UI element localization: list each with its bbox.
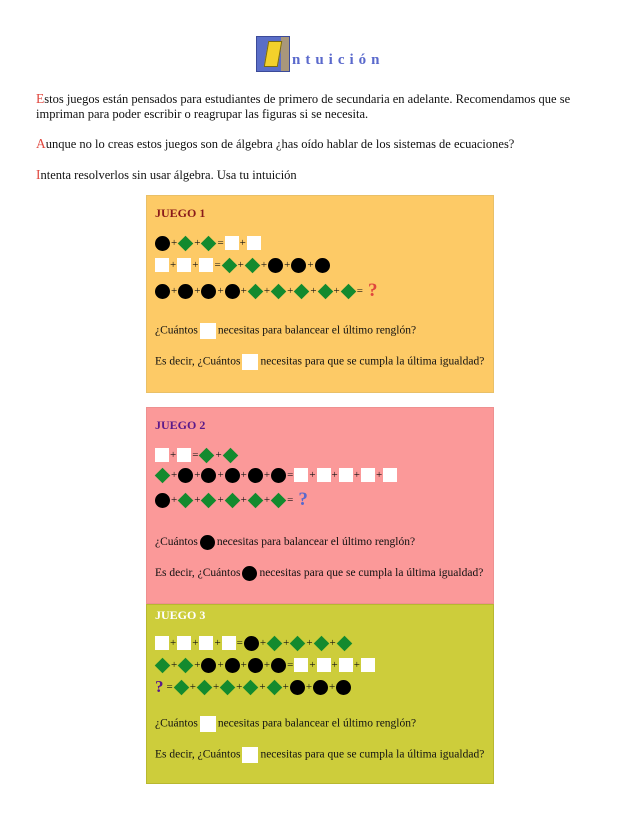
plus-sign: + — [217, 659, 224, 671]
diamond-icon — [224, 492, 240, 508]
square-icon — [294, 658, 308, 672]
plus-sign: + — [194, 237, 201, 249]
diamond-icon — [266, 679, 282, 695]
question-post: necesitas para balancear el último renglón? — [217, 324, 417, 337]
intro-paragraph-3 — [36, 167, 596, 183]
question-pre: ¿Cuántos — [155, 717, 198, 730]
plus-sign: + — [329, 637, 336, 649]
plus-sign: + — [171, 237, 178, 249]
square-icon — [200, 323, 216, 339]
intro-text: ntenta resolverlos sin usar álgebra. Usa tu intuición — [40, 168, 297, 182]
plus-sign: + — [194, 469, 201, 481]
plus-sign: + — [263, 469, 271, 481]
intro-initial: A — [36, 136, 46, 151]
square-icon — [339, 468, 353, 482]
plus-sign: + — [217, 469, 224, 481]
diamond-icon — [155, 467, 171, 483]
diamond-icon — [271, 492, 287, 508]
diamond-icon — [221, 257, 237, 273]
circle-icon — [244, 636, 259, 651]
square-icon — [155, 636, 169, 650]
square-icon — [242, 354, 258, 370]
diamond-icon — [220, 679, 236, 695]
square-icon — [155, 258, 169, 272]
diamond-icon — [340, 283, 356, 299]
question-1 — [155, 716, 485, 732]
plus-sign: + — [170, 449, 177, 461]
plus-sign: + — [239, 237, 246, 249]
diamond-icon — [290, 635, 306, 651]
square-icon — [200, 716, 216, 732]
plus-sign: + — [309, 469, 316, 481]
equals-sign: = — [192, 449, 199, 461]
equals-sign: = — [217, 237, 224, 249]
equals-sign: = — [287, 659, 294, 671]
intuicion-logo-icon — [256, 36, 290, 72]
diamond-icon — [197, 679, 213, 695]
plus-sign: + — [240, 285, 247, 297]
circle-icon — [225, 284, 240, 299]
question-2 — [155, 747, 485, 763]
diamond-icon — [267, 635, 283, 651]
equals-sign: = — [214, 259, 221, 271]
square-icon — [317, 658, 331, 672]
plus-sign: + — [236, 681, 243, 693]
plus-sign: + — [189, 681, 196, 693]
question-pre: Es decir, ¿Cuántos — [155, 355, 241, 368]
question-1 — [155, 323, 485, 339]
equation-row — [155, 656, 375, 674]
square-icon — [383, 468, 397, 482]
diamond-icon — [201, 492, 217, 508]
diamond-icon — [178, 492, 194, 508]
plus-sign: + — [171, 285, 178, 297]
square-icon — [199, 636, 213, 650]
plus-sign: + — [305, 681, 313, 693]
diamond-icon — [199, 447, 215, 463]
diamond-icon — [248, 492, 264, 508]
game-3-panel — [146, 604, 494, 784]
square-icon — [294, 468, 308, 482]
plus-sign: + — [306, 637, 313, 649]
square-icon — [177, 636, 191, 650]
equals-sign: = — [287, 494, 294, 506]
circle-icon — [315, 258, 330, 273]
plus-sign: + — [212, 681, 220, 693]
circle-icon — [242, 566, 257, 581]
circle-icon — [290, 680, 305, 695]
question-pre: Es decir, ¿Cuántos — [155, 567, 241, 580]
plus-sign: + — [283, 637, 290, 649]
plus-sign: + — [217, 285, 224, 297]
square-icon — [339, 658, 353, 672]
plus-sign: + — [260, 259, 268, 271]
circle-icon — [201, 468, 216, 483]
game-1-panel — [146, 195, 494, 393]
circle-icon — [313, 680, 328, 695]
intro-initial: E — [36, 91, 45, 106]
equation-row — [155, 234, 261, 252]
plus-sign: + — [240, 659, 247, 671]
circle-icon — [155, 493, 170, 508]
circle-icon — [268, 258, 283, 273]
circle-icon — [178, 468, 193, 483]
circle-icon — [155, 236, 170, 251]
game-2-panel — [146, 407, 494, 604]
plus-sign: + — [282, 681, 289, 693]
diamond-icon — [271, 283, 287, 299]
equals-sign: = — [287, 469, 294, 481]
circle-icon — [200, 535, 215, 550]
plus-sign: + — [309, 659, 316, 671]
plus-sign: + — [194, 494, 201, 506]
circle-icon — [271, 658, 286, 673]
plus-sign: + — [331, 469, 338, 481]
plus-sign: + — [259, 681, 266, 693]
plus-sign: + — [263, 494, 271, 506]
square-icon — [247, 236, 261, 250]
plus-sign: + — [192, 259, 199, 271]
question-1 — [155, 535, 485, 550]
equation-row — [155, 256, 330, 274]
equation-row — [155, 491, 308, 509]
plus-sign: + — [329, 681, 336, 693]
circle-icon — [201, 658, 216, 673]
plus-sign: + — [333, 285, 340, 297]
diamond-icon — [248, 283, 264, 299]
diamond-icon — [178, 657, 194, 673]
plus-sign: + — [237, 259, 244, 271]
question-post: necesitas para que se cumpla la última igualdad? — [259, 567, 484, 580]
plus-sign: + — [310, 285, 317, 297]
equation-row — [155, 282, 377, 300]
question-2 — [155, 566, 485, 581]
question-mark: ? — [367, 280, 378, 301]
square-icon — [317, 468, 331, 482]
intro-text: unque no lo creas estos juegos son de álgebra ¿has oído hablar de los sistemas de ecuaciones? — [45, 137, 515, 151]
plus-sign: + — [192, 637, 199, 649]
plus-sign: + — [215, 449, 222, 461]
question-mark: ? — [298, 489, 308, 510]
diamond-icon — [317, 283, 333, 299]
circle-icon — [225, 658, 240, 673]
intro-paragraph-1 — [36, 91, 596, 122]
plus-sign: + — [194, 285, 201, 297]
game-title: JUEGO 2 — [155, 418, 206, 432]
intro-initial: I — [36, 167, 41, 182]
square-icon — [199, 258, 213, 272]
plus-sign: + — [217, 494, 224, 506]
square-icon — [361, 468, 375, 482]
square-icon — [242, 747, 258, 763]
diamond-icon — [178, 235, 194, 251]
square-icon — [225, 236, 239, 250]
plus-sign: + — [353, 659, 360, 671]
diamond-icon — [336, 635, 352, 651]
plus-sign: + — [170, 259, 177, 271]
question-post: necesitas para que se cumpla la última igualdad? — [260, 355, 485, 368]
circle-icon — [225, 468, 240, 483]
plus-sign: + — [171, 659, 178, 671]
diamond-icon — [155, 657, 171, 673]
plus-sign: + — [240, 469, 247, 481]
diamond-icon — [173, 679, 189, 695]
question-mark: ? — [155, 677, 164, 696]
diamond-icon — [313, 635, 329, 651]
plus-sign: + — [214, 637, 221, 649]
circle-icon — [178, 284, 193, 299]
game-title: JUEGO 1 — [155, 206, 206, 220]
site-title: ntuición — [292, 52, 385, 68]
header — [0, 34, 638, 78]
plus-sign: + — [240, 494, 247, 506]
square-icon — [177, 258, 191, 272]
plus-sign: + — [353, 469, 360, 481]
game-title: JUEGO 3 — [155, 608, 206, 622]
circle-icon — [248, 658, 263, 673]
circle-icon — [201, 284, 216, 299]
equation-row — [155, 446, 238, 464]
circle-icon — [271, 468, 286, 483]
plus-sign: + — [375, 469, 383, 481]
plus-sign: + — [284, 259, 291, 271]
plus-sign: + — [171, 469, 178, 481]
equation-row — [155, 634, 352, 652]
diamond-icon — [294, 283, 310, 299]
question-pre: Es decir, ¿Cuántos — [155, 748, 241, 761]
circle-icon — [336, 680, 351, 695]
plus-sign: + — [170, 637, 177, 649]
question-post: necesitas para balancear el último renglón? — [217, 717, 417, 730]
intro-paragraph-2 — [36, 136, 596, 152]
diamond-icon — [222, 447, 238, 463]
equals-sign: = — [236, 637, 243, 649]
diamond-icon — [245, 257, 261, 273]
plus-sign: + — [287, 285, 294, 297]
square-icon — [361, 658, 375, 672]
plus-sign: + — [307, 259, 314, 271]
plus-sign: + — [263, 659, 271, 671]
square-icon — [177, 448, 191, 462]
plus-sign: + — [194, 659, 201, 671]
square-icon — [222, 636, 236, 650]
question-2 — [155, 354, 485, 370]
question-post: necesitas para que se cumpla la última igualdad? — [260, 748, 485, 761]
circle-icon — [155, 284, 170, 299]
circle-icon — [291, 258, 306, 273]
plus-sign: + — [171, 494, 178, 506]
question-pre: ¿Cuántos — [155, 324, 198, 337]
equation-row — [155, 466, 397, 484]
square-icon — [155, 448, 169, 462]
plus-sign: + — [263, 285, 271, 297]
diamond-icon — [243, 679, 259, 695]
equation-row — [155, 678, 351, 696]
circle-icon — [248, 468, 263, 483]
intro-text: stos juegos están pensados para estudiantes de primero de secundaria en adelante. Recomendamos que se impriman para poder escribir o reagrupar las figuras si se necesita. — [36, 92, 571, 121]
plus-sign: + — [331, 659, 338, 671]
plus-sign: + — [259, 637, 267, 649]
diamond-icon — [201, 235, 217, 251]
equals-sign: = — [356, 285, 363, 297]
question-post: necesitas para balancear el último renglón? — [216, 536, 416, 549]
question-pre: ¿Cuántos — [155, 536, 198, 549]
equals-sign: = — [166, 681, 173, 693]
